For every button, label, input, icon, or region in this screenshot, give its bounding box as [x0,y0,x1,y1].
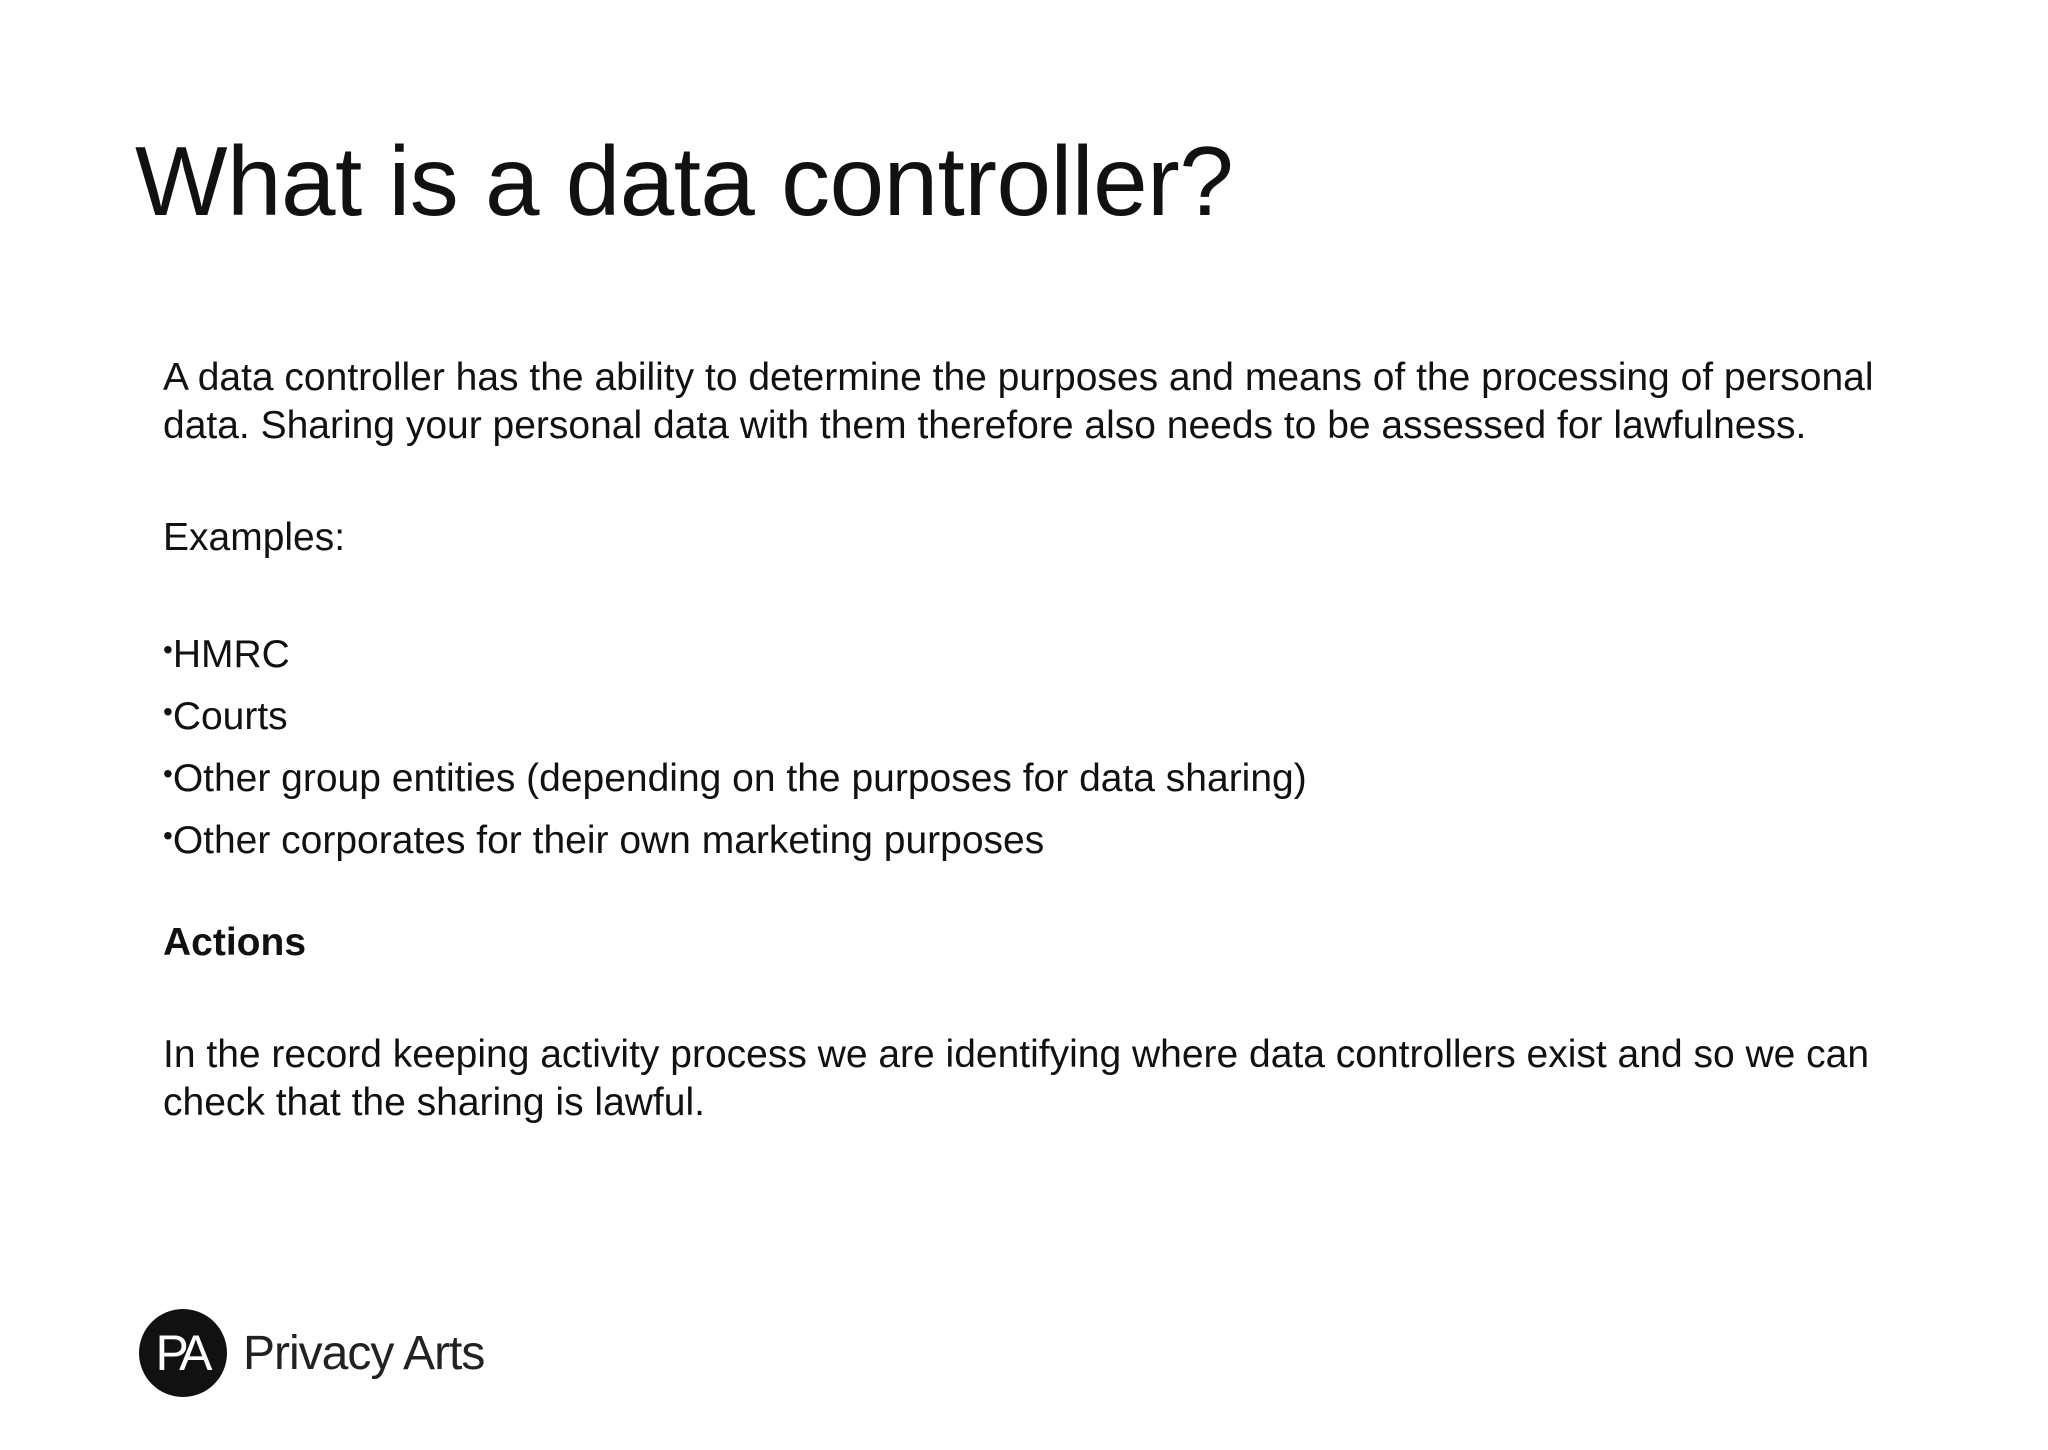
slide-title: What is a data controller? [135,126,1234,236]
list-item-text: Courts [172,695,288,738]
actions-heading: Actions [163,921,307,964]
list-item-text: HMRC [172,633,290,676]
privacy-arts-logo [139,1309,484,1397]
intro-paragraph: A data controller has the ability to determine the purposes and means of the processing of personal data. Sharing your personal data with them therefore also needs to be assessed for lawfulness. [163,356,1874,447]
bullet-icon: • [163,696,173,727]
list-item [163,812,1943,865]
actions-paragraph: In the record keeping activity process we are identifying where data controllers exist and so we can check that the sharing is lawful. [163,1033,1870,1124]
list-item [163,626,1943,679]
list-item-text: Other corporates for their own marketing purposes [172,819,1045,862]
examples-label: Examples: [163,516,346,559]
bullet-icon: • [163,758,173,789]
logo-mark: PA [139,1309,227,1397]
logo-name: Privacy Arts [243,1326,485,1380]
bullet-icon: • [163,634,173,665]
examples-list [163,626,1943,865]
list-item [163,688,1943,741]
list-item [163,750,1943,803]
slide-body [163,354,1943,1127]
bullet-icon: • [163,820,173,851]
list-item-text: Other group entities (depending on the purposes for data sharing) [172,757,1307,800]
